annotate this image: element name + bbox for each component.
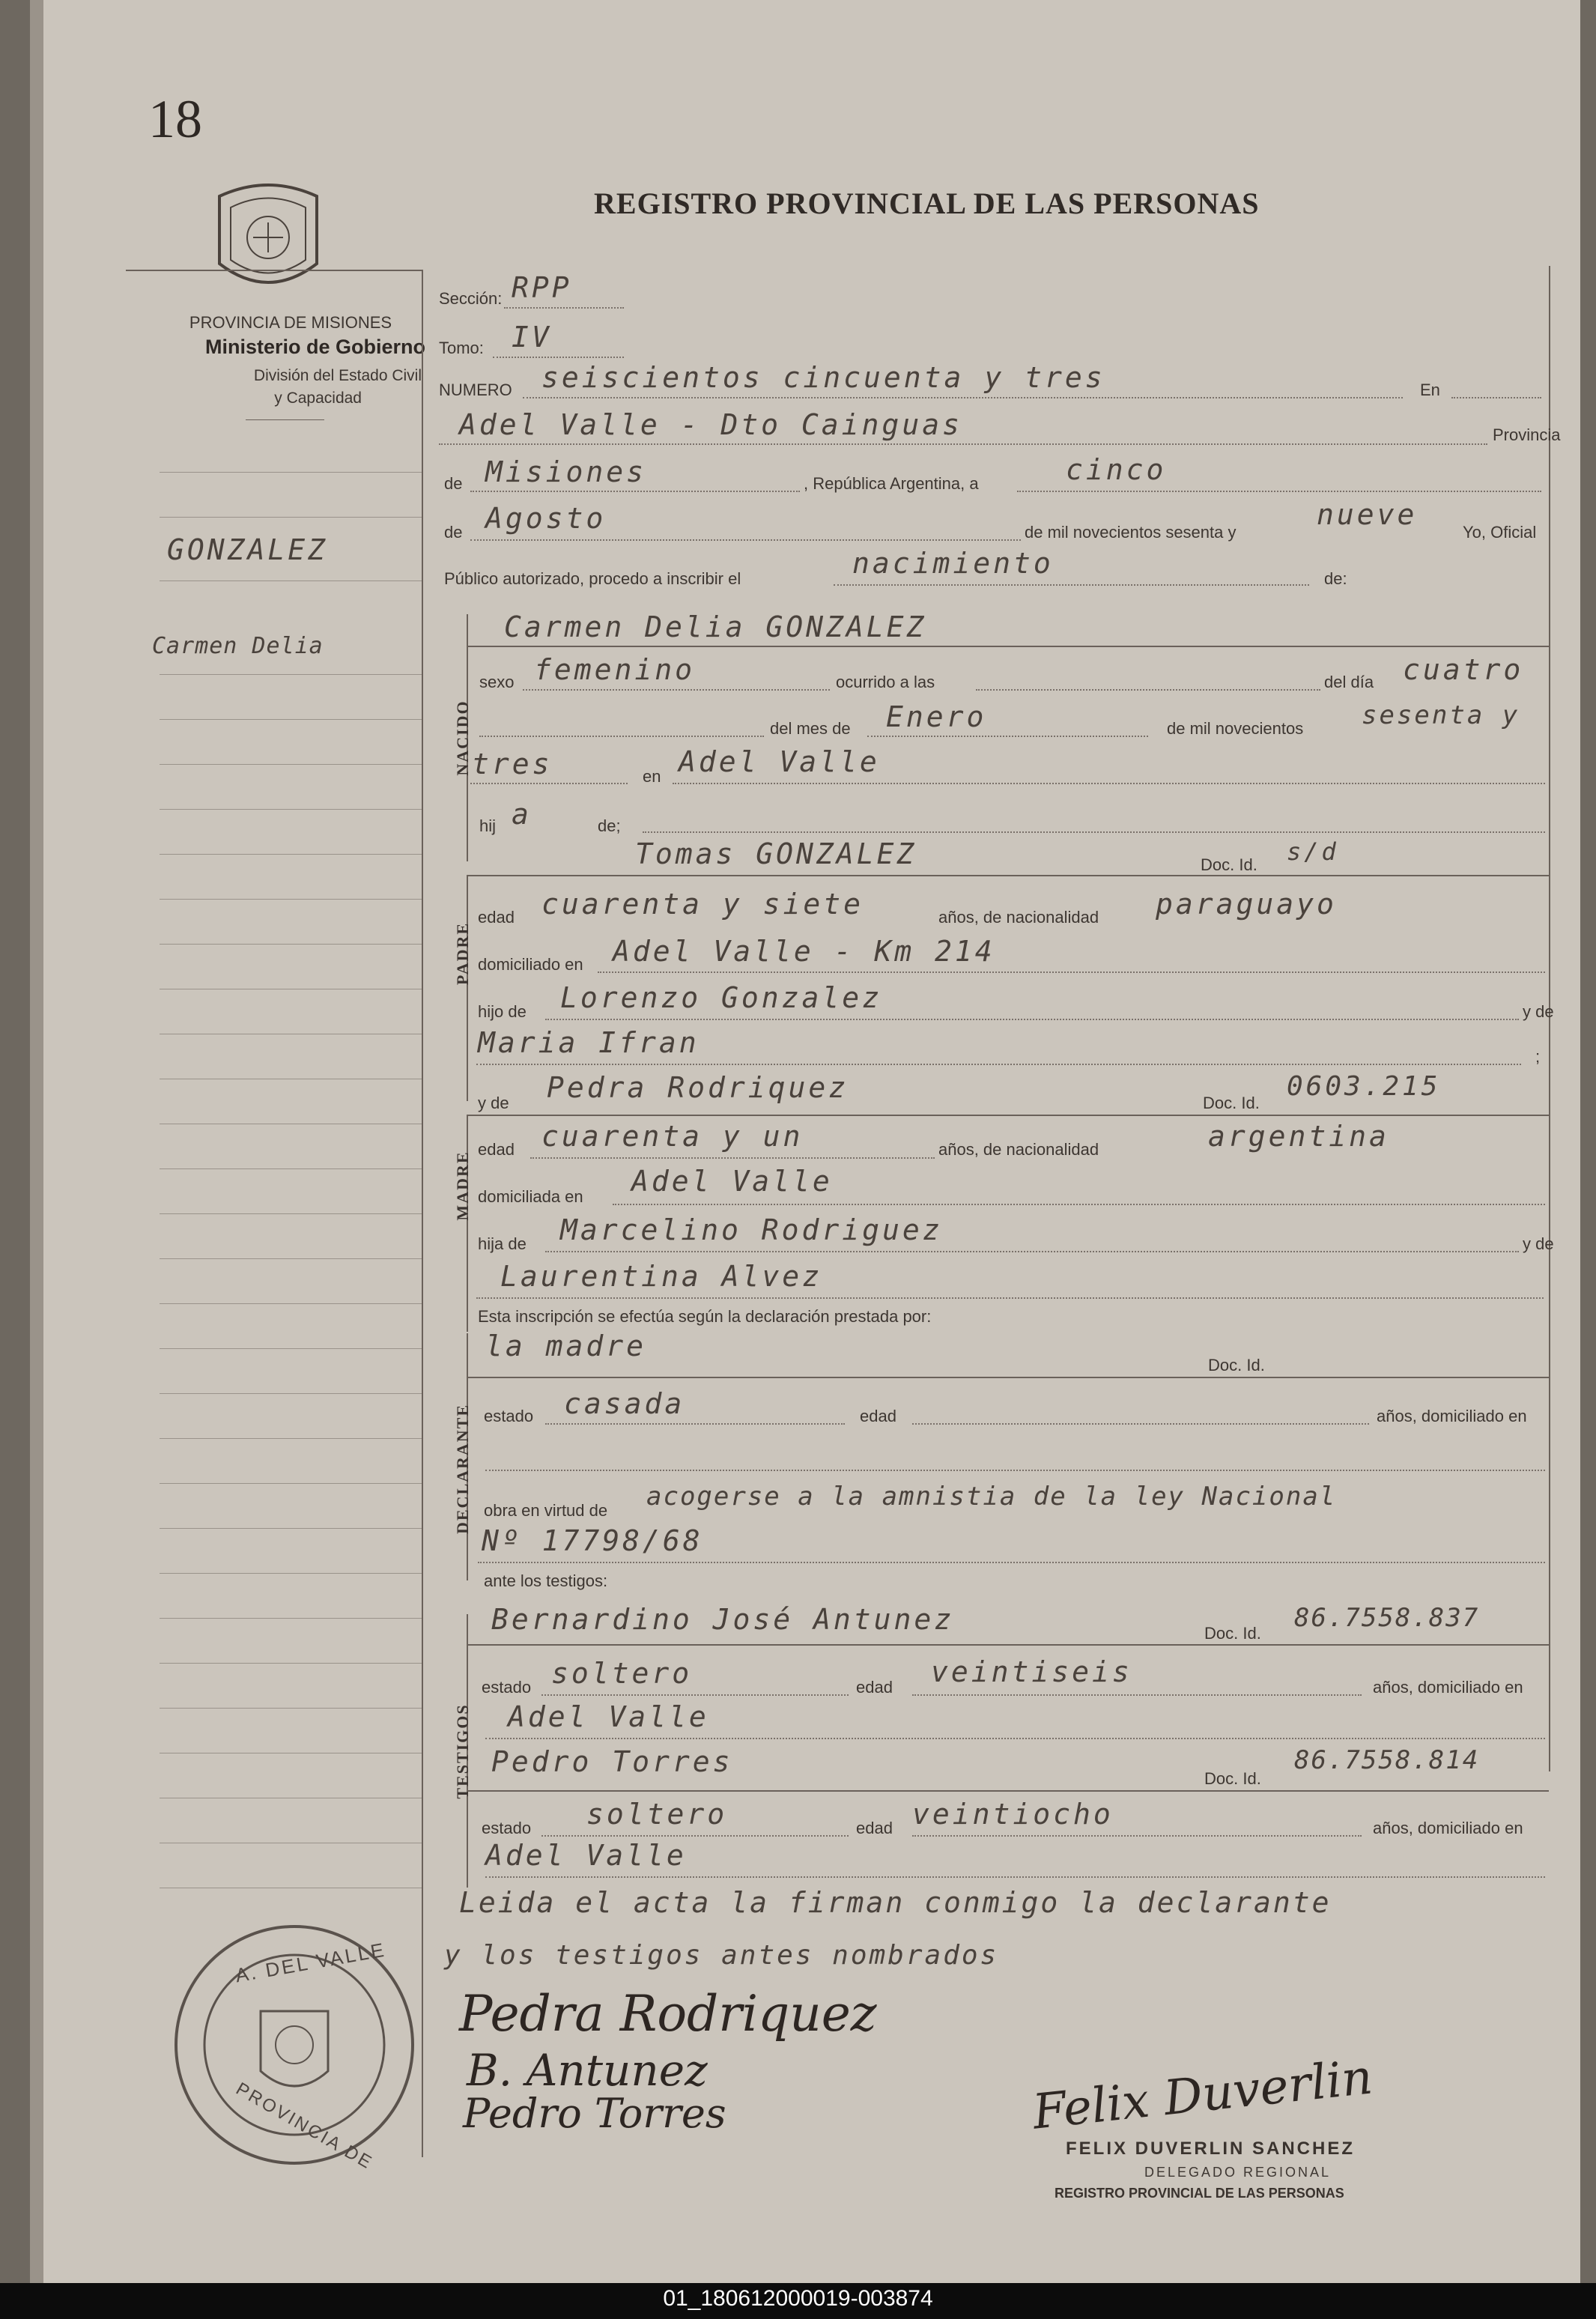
dia-acta-line [1017,491,1541,492]
de-label-2: de [444,523,463,542]
margin-rule [160,854,422,855]
en-label: En [1420,381,1440,399]
official-stamp-role: DELEGADO REGIONAL [1144,2165,1332,2180]
declarante-doc-label: Doc. Id. [1208,1356,1265,1374]
madre-edad-line [530,1157,935,1159]
margin-rule [160,1303,422,1304]
hora-line [976,689,1320,691]
testigo-1-domicilio-line [485,1738,1545,1739]
provincia-label: Provincia [1493,425,1561,444]
de-mil-sesenta-label: de mil novecientos [1167,719,1304,738]
anio-2-line [470,783,628,784]
testigo-1-estado-value: soltero [551,1657,693,1690]
ministry-name: Ministerio de Gobierno [204,336,425,358]
margin-rule [160,1393,422,1394]
margin-surname: GONZALEZ [167,533,329,566]
numero-label: NUMERO [439,381,512,399]
margin-rule [160,1438,422,1439]
padre-domicilio-line [598,971,1545,973]
testigos-label: TESTIGOS [453,1703,472,1799]
testigo-1-estado-label: estado [482,1678,532,1697]
testigo-2-estado-label: estado [482,1819,532,1837]
sexo-value: femenino [534,653,696,686]
padre-doc-label: Doc. Id. [1201,855,1257,874]
testigo-2-rule [467,1790,1549,1792]
madre-madre-line [476,1297,1544,1299]
hij-line [643,831,1545,833]
testigo-1-estado-line [541,1694,849,1696]
de-mil-label: de mil novecientos sesenta y [1025,523,1237,542]
margin-rule [160,899,422,900]
testigo-2-edad-line [912,1835,1362,1837]
round-seal-top-text: A. DEL VALLE [233,1938,388,1987]
republica-label: , República Argentina, a [804,474,979,493]
official-signature: Felix Duverlin [1030,2049,1376,2141]
padre-nacionalidad-value: paraguayo [1156,888,1337,921]
declarante-estado-value: casada [564,1387,685,1420]
testigo-1-doc-label: Doc. Id. [1204,1624,1261,1643]
en-label-2: en [643,767,661,786]
madre-padre-line [545,1251,1519,1252]
padre-domicilio-value: Adel Valle - Km 214 [613,935,995,968]
ocurrido-label: ocurrido a las [836,673,935,691]
image-id-caption: 01_180612000019-003874 [663,2286,933,2311]
margin-rule [160,1528,422,1529]
madre-hija-label: hija de [478,1234,527,1253]
mes-acta-value: Agosto [485,502,607,535]
padre-top-rule [467,875,1549,876]
testigo-1-edad-line [912,1694,1362,1696]
inscripcion-label: Esta inscripción se efectúa según la declaración prestada por: [478,1307,932,1326]
testigo-1-doc-value: 86.7558.837 [1294,1603,1480,1633]
lugar-nacimiento-line [673,783,1545,784]
en-line [1451,397,1541,398]
provincia-line [470,491,800,492]
margin-rule [160,517,422,518]
mes-value: Enero [886,700,987,733]
madre-nombre: Pedra Rodriquez [547,1071,849,1104]
testigo-1-edad-label: edad [856,1678,893,1697]
numero-value: seiscientos cincuenta y tres [541,361,1105,394]
testigo-2-estado-value: soltero [586,1798,728,1831]
mes-pre-line [479,736,764,737]
numero-line [523,397,1403,398]
testigo-2-edad-value: veintiocho [912,1798,1114,1831]
del-mes-label: del mes de [770,719,851,738]
obra-line [478,1562,1545,1563]
padre-madre-value: Maria Ifran [478,1026,700,1059]
tipo-value: nacimiento [852,547,1054,580]
provincia-value: Misiones [485,455,647,488]
obra-value-2: Nº 17798/68 [482,1524,703,1557]
padre-edad-value: cuarenta y siete [541,888,864,921]
de-label-1: de [444,474,463,493]
madre-edad-label: edad [478,1140,515,1159]
padre-label: PADRE [453,921,472,986]
testigos-top-rule [467,1644,1549,1646]
madre-label: MADRE [453,1151,472,1221]
madre-top-rule [467,1115,1549,1116]
margin-rule [160,472,422,473]
declarante-nombre: la madre [485,1330,647,1362]
division-underline [246,419,324,420]
madre-y-de-label: y de [478,1094,509,1112]
madre-madre-value: Laurentina Alvez [500,1260,823,1293]
madre-doc-value: 0603.215 [1287,1071,1441,1102]
lugar-value: Adel Valle - Dto Cainguas [459,408,962,441]
signature-1: Pedra Rodriquez [459,1985,877,2043]
margin-rule [160,764,422,765]
testigo-2-doc-label: Doc. Id. [1204,1769,1261,1788]
margin-rule [160,809,422,810]
sexo-label: sexo [479,673,515,691]
margin-rule [160,1213,422,1214]
de-colon-label: de: [1324,569,1347,588]
margin-rule [160,1168,422,1169]
margin-rule [160,1483,422,1484]
testigos-intro-label: ante los testigos: [484,1571,608,1590]
padre-edad-label: edad [478,908,515,927]
publico-label: Público autorizado, procedo a inscribir el [444,569,741,588]
signature-3: Pedro Torres [463,2090,726,2137]
margin-rule [160,674,422,675]
padre-anos-label: años, de nacionalidad [938,908,1099,927]
testigo-2-edad-label: edad [856,1819,893,1837]
declarante-label: DECLARANTE [453,1403,472,1534]
province-name: PROVINCIA DE MISIONES [189,313,392,332]
tomo-value: IV [512,321,552,354]
left-column-border [422,270,423,2157]
register-page [30,0,1580,2283]
tomo-line [493,357,624,358]
madre-y-de-label-2: y de [1523,1234,1554,1253]
testigo-2-estado-line [541,1835,849,1837]
de-sc-label: de; [598,816,621,835]
padre-semicolon: ; [1535,1047,1541,1066]
declarante-anos-label: años, domiciliado en [1377,1407,1527,1425]
page-number: 18 [148,89,202,149]
testigo-2-domicilio-value: Adel Valle [485,1839,687,1872]
testigo-1-nombre: Bernardino José Antunez [491,1603,955,1636]
nacido-nombre: Carmen Delia GONZALEZ [504,610,927,643]
testigo-1-anos-label: años, domiciliado en [1373,1678,1523,1697]
testigo-2-anos-label: años, domiciliado en [1373,1819,1523,1837]
tipo-line [834,584,1309,586]
division-line-1: División del Estado Civil [253,367,422,384]
padre-hijo-label: hijo de [478,1002,527,1021]
testigo-2-domicilio-line [485,1876,1545,1878]
coat-of-arms-icon [212,174,324,301]
closing-line-1: Leida el acta la firman conmigo la declarante [459,1886,1332,1919]
madre-padre-value: Marcelino Rodriguez [560,1213,943,1246]
declarante-edad-line [912,1423,1369,1425]
declarante-domicilio-line [485,1470,1545,1471]
margin-rule [160,1708,422,1709]
del-dia-label: del día [1324,673,1374,691]
declarante-estado-line [545,1423,845,1425]
mes-line [867,736,1148,737]
margin-rule [160,1573,422,1574]
padre-doc-value: s/d [1287,837,1339,866]
round-seal-bottom-text: PROVINCIA DE [232,2079,377,2174]
padre-nombre: Tomas GONZALEZ [635,837,917,870]
seccion-line [504,307,624,309]
declarante-top-rule [467,1377,1549,1378]
margin-rule [160,1618,422,1619]
seccion-value: RPP [512,271,572,304]
hij-value: a [512,798,532,831]
anio-value-2: tres [472,748,553,780]
margin-rule [160,1663,422,1664]
margin-rule [160,580,422,581]
tomo-label: Tomo: [439,339,484,357]
hij-label: hij [479,816,497,835]
mes-acta-line [470,539,1021,541]
anio-value-1: sesenta y [1362,700,1520,730]
division-line-2: y Capacidad [274,389,362,407]
margin-rule [160,1348,422,1349]
padre-padre-value: Lorenzo Gonzalez [560,981,883,1014]
madre-edad-value: cuarenta y un [541,1120,804,1153]
madre-nacionalidad-value: argentina [1208,1120,1389,1153]
signature-2: B. Antunez [467,2045,708,2096]
dia-acta-value: cinco [1066,453,1167,486]
padre-padre-line [545,1019,1519,1020]
testigo-2-doc-value: 86.7558.814 [1294,1745,1480,1775]
nacido-top-rule [467,646,1549,647]
testigo-1-domicilio-value: Adel Valle [508,1700,709,1733]
lugar-line [439,443,1487,445]
margin-rule [160,944,422,945]
madre-domicilio-value: Adel Valle [631,1165,833,1198]
official-stamp-name: FELIX DUVERLIN SANCHEZ [1066,2138,1356,2159]
left-column-top-rule [126,270,422,271]
obra-value-1: acogerse a la amnistia de la ley Nacional [646,1482,1337,1512]
padre-y-de-label: y de [1523,1002,1554,1021]
margin-rule [160,719,422,720]
anio-acta-value: nueve [1317,498,1418,531]
dia-value: cuatro [1403,653,1524,686]
padre-madre-line [476,1064,1521,1065]
madre-doc-label: Doc. Id. [1203,1094,1260,1112]
declarante-estado-label: estado [484,1407,534,1425]
madre-anos-label: años, de nacionalidad [938,1140,1099,1159]
padre-domicilio-label: domiciliado en [478,955,583,974]
margin-given-names: Carmen Delia [152,633,324,659]
declarante-edad-label: edad [860,1407,896,1425]
registry-title: REGISTRO PROVINCIAL DE LAS PERSONAS [594,187,1260,220]
official-stamp-office: REGISTRO PROVINCIAL DE LAS PERSONAS [1055,2186,1344,2201]
lugar-nacimiento-value: Adel Valle [679,745,880,778]
testigo-2-nombre: Pedro Torres [491,1745,733,1778]
nacido-label: NACIDO [453,700,472,776]
yo-oficial-label: Yo, Oficial [1463,523,1537,542]
madre-domicilio-label: domiciliada en [478,1187,583,1206]
margin-rule [160,1258,422,1259]
madre-domicilio-line [613,1204,1545,1205]
seccion-label: Sección: [439,289,503,308]
testigo-1-edad-value: veintiseis [931,1655,1132,1688]
sexo-line [523,689,830,691]
closing-line-2: y los testigos antes nombrados [444,1940,999,1971]
obra-label: obra en virtud de [484,1501,608,1520]
